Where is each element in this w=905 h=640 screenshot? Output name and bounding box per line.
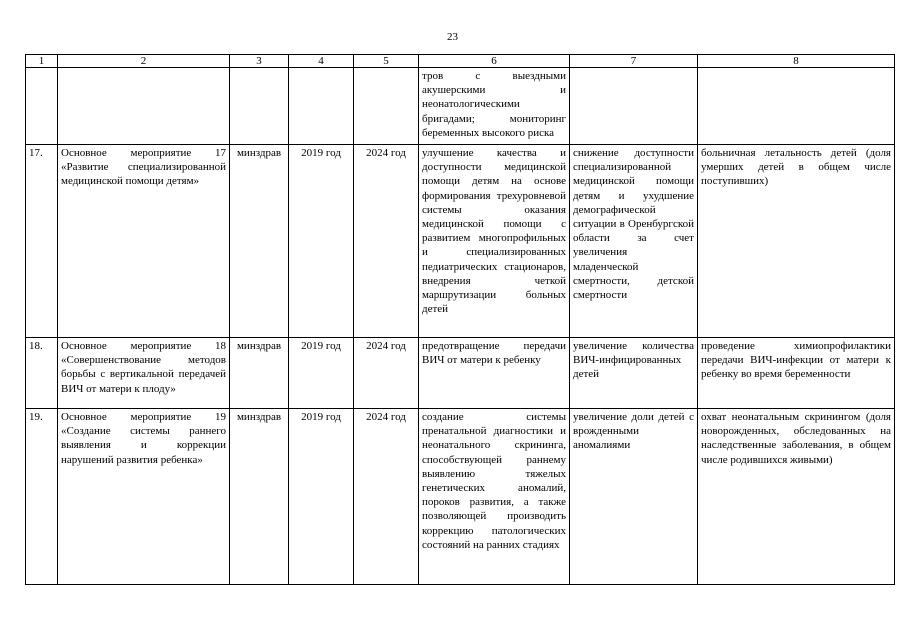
cell-start-year: 2019 год <box>289 409 354 585</box>
column-number-row <box>26 55 895 68</box>
cell-executor: минздрав <box>230 409 289 585</box>
column-number-2: 2 <box>58 55 230 68</box>
program-events-table <box>25 54 895 585</box>
column-number-3: 3 <box>230 55 289 68</box>
cell-consequences: увеличение доли детей с врожденными аномалиями <box>570 409 698 585</box>
cell-result: создание системы пренатальной диагностики и неонатального скрининга, способствующей раннему выявлению тяжелых генетических аномалий, пороков развития, а также позволяющей производить коррекцию патологических состояний на ранних стадиях <box>419 409 570 585</box>
column-number-4: 4 <box>289 55 354 68</box>
cell-result: предотвращение передачи ВИЧ от матери к ребенку <box>419 338 570 409</box>
table-row <box>26 145 895 338</box>
column-number-5: 5 <box>354 55 419 68</box>
cell-indicator: охват неонатальным скринингом (доля новорожденных, обследованных на наследственные заболевания, в общем числе родившихся живыми) <box>698 409 895 585</box>
cell-event: Основное мероприятие 17 «Развитие специализированной медицинской помощи детям» <box>58 145 230 338</box>
table-row-continued <box>26 68 895 145</box>
cell-consequences: снижение доступности специализированной медицинской помощи детям и ухудшение демографической ситуации в Оренбургской области за счет увеличения младенческой смертности, детской смертности <box>570 145 698 338</box>
column-number-1: 1 <box>26 55 58 68</box>
column-number-8: 8 <box>698 55 895 68</box>
column-number-6: 6 <box>419 55 570 68</box>
cell-end-year: 2024 год <box>354 338 419 409</box>
cell-number: 17. <box>26 145 58 338</box>
cell-start-year: 2019 год <box>289 145 354 338</box>
cell-event: Основное мероприятие 19 «Создание системы раннего выявления и коррекции нарушений развития ребенка» <box>58 409 230 585</box>
cell-number: 18. <box>26 338 58 409</box>
cell-number: 19. <box>26 409 58 585</box>
cell-consequences: увеличение количества ВИЧ-инфицированных детей <box>570 338 698 409</box>
table-row <box>26 338 895 409</box>
cell-executor: минздрав <box>230 338 289 409</box>
cell-end-year: 2024 год <box>354 409 419 585</box>
table-row <box>26 409 895 585</box>
cell-result: улучшение качества и доступности медицинской помощи детям на основе формирования трехуровневой системы оказания медицинской помощи с развитием многопрофильных и специализированных педиатрических стационаров, внедрения четкой маршрутизации больных детей <box>419 145 570 338</box>
page-number: 23 <box>447 31 458 43</box>
cell-indicator: проведение химиопрофилактики передачи ВИЧ-инфекции от матери к ребенку во время беременности <box>698 338 895 409</box>
cell-result: тров с выездными акушерскими и неонатологическими бригадами; мониторинг беременных высокого риска <box>419 68 570 145</box>
column-number-7: 7 <box>570 55 698 68</box>
cell-event: Основное мероприятие 18 «Совершенствование методов борьбы с вертикальной передачей ВИЧ от матери к плоду» <box>58 338 230 409</box>
cell-end-year: 2024 год <box>354 145 419 338</box>
cell-start-year: 2019 год <box>289 338 354 409</box>
cell-indicator: больничная летальность детей (доля умерших детей в общем числе поступивших) <box>698 145 895 338</box>
cell-executor: минздрав <box>230 145 289 338</box>
